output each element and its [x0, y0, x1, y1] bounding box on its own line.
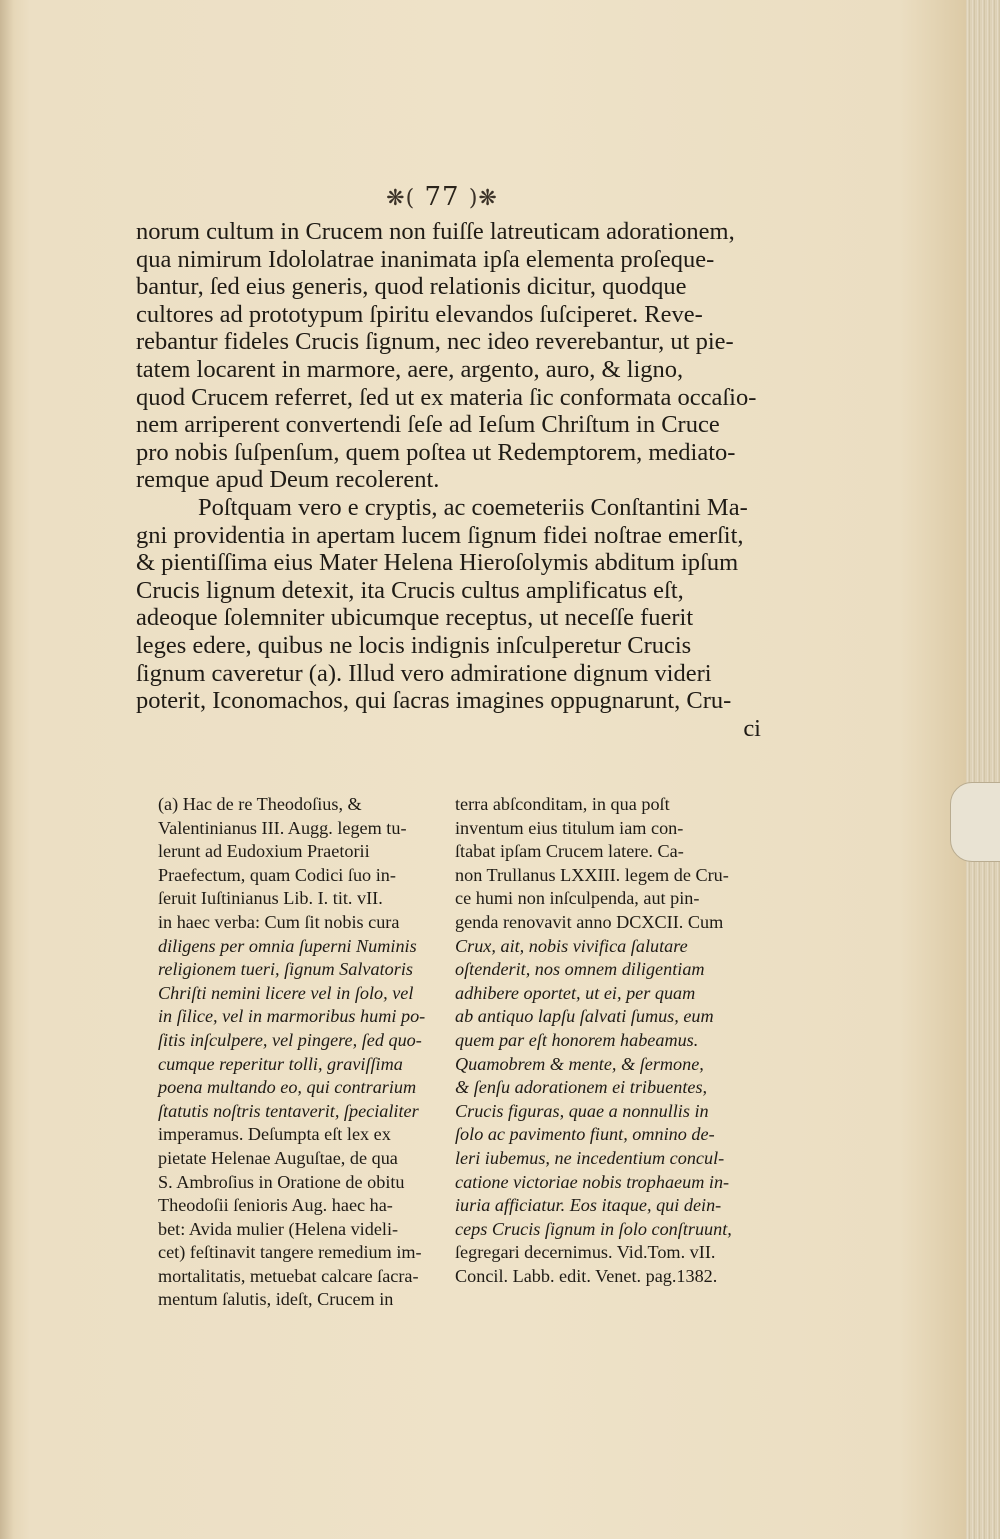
paragraph-1: [136, 218, 761, 494]
ornament-right-icon: )❋: [468, 186, 498, 211]
footnote-line: mortalitatis, metuebat calcare ſacra-: [158, 1265, 419, 1286]
footnote-line: poena multando eo, qui contrarium: [158, 1077, 417, 1098]
footnote-line: in ſilice, vel in marmoribus humi po-: [158, 1006, 426, 1027]
footnote-line: mentum ſalutis, ideſt, Crucem in: [158, 1289, 394, 1310]
text-line: Poſtquam vero e cryptis, ac coemeteriis Conſtantini Ma-: [198, 493, 748, 521]
footnote-line: ſegregari decernimus. Vid.Tom. vII.: [455, 1242, 716, 1263]
text-line: remque apud Deum recolerent.: [136, 466, 440, 494]
footnote-line: (a) Hac de re Theodoſius, &: [158, 794, 362, 814]
footnote-line: diligens per omnia ſuperni Numinis: [158, 935, 417, 956]
footnote-line: imperamus. Deſumpta eſt lex ex: [158, 1124, 391, 1145]
footnote-line: pietate Helenae Auguſtae, de qua: [158, 1147, 398, 1168]
footnote-line: iuria afficiatur. Eos itaque, qui dein-: [455, 1195, 722, 1216]
footnote-line: leri iubemus, ne incedentium concul-: [455, 1147, 725, 1168]
footnote-line: S. Ambroſius in Oratione de obitu: [158, 1171, 405, 1192]
text-line: nem arriperent convertendi ſeſe ad Ieſum Chriſtum in Cruce: [136, 411, 720, 439]
text-line: norum cultum in Crucem non fuiſſe latreuticam adorationem,: [136, 218, 735, 245]
text-line: cultores ad prototypum ſpiritu elevandos ſuſciperet. Reve-: [136, 300, 703, 328]
footnote-left-column: [158, 793, 432, 1312]
footnote-line: adhibere oportet, ut ei, per quam: [455, 982, 696, 1003]
footnote-line: cet) feſtinavit tangere remedium im-: [158, 1242, 422, 1263]
footnote-line: genda renovavit anno DCXCII. Cum: [455, 911, 724, 932]
footnote-line: in haec verba: Cum ſit nobis cura: [158, 911, 400, 932]
text-line: qua nimirum Idololatrae inanimata ipſa elementa proſeque-: [136, 245, 715, 273]
text-line: bantur, ſed eius generis, quod relationis dicitur, quodque: [136, 273, 687, 301]
footnote-line: oſtenderit, nos omnem diligentiam: [455, 959, 705, 980]
text-line: Crucis lignum detexit, ita Crucis cultus amplificatus eſt,: [136, 576, 684, 604]
text-line: tatem locarent in marmore, aere, argento, auro, & ligno,: [136, 355, 684, 383]
footnote-line: cumque reperitur tolli, graviſſima: [158, 1053, 403, 1074]
ornament-left-icon: ❋(: [386, 186, 416, 211]
footnote-line: ſolo ac pavimento fiunt, omnino de-: [455, 1124, 715, 1145]
footnote-line: ſitis inſculpere, vel pingere, ſed quo-: [158, 1029, 422, 1050]
footnote-line: non Trullanus LXXIII. legem de Cru-: [455, 864, 729, 885]
text-line: adeoque ſolemniter ubicumque receptus, ut neceſſe fuerit: [136, 604, 694, 632]
text-line: & pientiſſima eius Mater Helena Hieroſolymis abditum ipſum: [136, 549, 739, 577]
page-edge-stack: [966, 0, 1000, 1539]
footnote-line: ſeruit Iuſtinianus Lib. I. tit. vII.: [158, 888, 383, 909]
footnote-right-column: [455, 793, 757, 1288]
footnote-line: Chriſti nemini licere vel in ſolo, vel: [158, 982, 414, 1003]
page-header: [372, 182, 512, 212]
footnote-line: ce humi non inſculpenda, aut pin-: [455, 888, 700, 909]
footnote-line: terra abſconditam, in qua poſt: [455, 794, 670, 814]
footnote-line: religionem tueri, ſignum Salvatoris: [158, 959, 413, 980]
footnote-line: ſtatutis noſtris tentaverit, ſpecialiter: [158, 1100, 419, 1121]
text-line: quod Crucem referret, ſed ut ex materia ſic conformata occaſio-: [136, 383, 757, 411]
footnote-line: Theodoſii ſenioris Aug. haec ha-: [158, 1195, 393, 1216]
footnote-line: ſtabat ipſam Crucem latere. Ca-: [455, 841, 684, 862]
book-clamp-tab: [950, 782, 1000, 862]
footnote-line: Crucis figuras, quae a nonnullis in: [455, 1100, 709, 1121]
footnote-line: Praefectum, quam Codici ſuo in-: [158, 864, 396, 885]
catchword: ci: [743, 714, 761, 742]
footnote-line: ceps Crucis ſignum in ſolo conſtruunt,: [455, 1218, 732, 1239]
text-line: rebantur fideles Crucis ſignum, nec ideo reverebantur, ut pie-: [136, 328, 734, 356]
text-line: pro nobis ſuſpenſum, quem poſtea ut Redemptorem, mediato-: [136, 438, 736, 466]
footnote-line: catione victoriae nobis trophaeum in-: [455, 1171, 730, 1192]
footnote-line: bet: Avida mulier (Helena videli-: [158, 1218, 399, 1239]
footnote-line: Crux, ait, nobis vivifica ſalutare: [455, 935, 688, 956]
text-line: poterit, Iconomachos, qui ſacras imagines oppugnarunt, Cru-: [136, 687, 732, 715]
footnote-line: Valentinianus III. Augg. legem tu-: [158, 817, 407, 838]
text-line: gni providentia in apertam lucem ſignum fidei noſtrae emerſit,: [136, 521, 744, 549]
page-number: 77: [424, 182, 460, 212]
footnote-line: & ſenſu adorationem ei tribuentes,: [455, 1077, 708, 1098]
footnote-line: ab antiquo lapſu ſalvati ſumus, eum: [455, 1006, 714, 1027]
paragraph-2: [136, 494, 761, 742]
text-line: leges edere, quibus ne locis indignis inſculperetur Crucis: [136, 631, 692, 659]
footnote-line: Quamobrem & mente, & ſermone,: [455, 1053, 704, 1074]
footnote-line: lerunt ad Eudoxium Praetorii: [158, 841, 370, 862]
main-text: [136, 218, 761, 742]
footnote-line: quem par eſt honorem habeamus.: [455, 1029, 699, 1050]
text-line: ſignum caveretur (a). Illud vero admiratione dignum videri: [136, 659, 712, 687]
footnote-line: inventum eius titulum iam con-: [455, 817, 684, 838]
footnote-line: Concil. Labb. edit. Venet. pag.1382.: [455, 1265, 718, 1286]
